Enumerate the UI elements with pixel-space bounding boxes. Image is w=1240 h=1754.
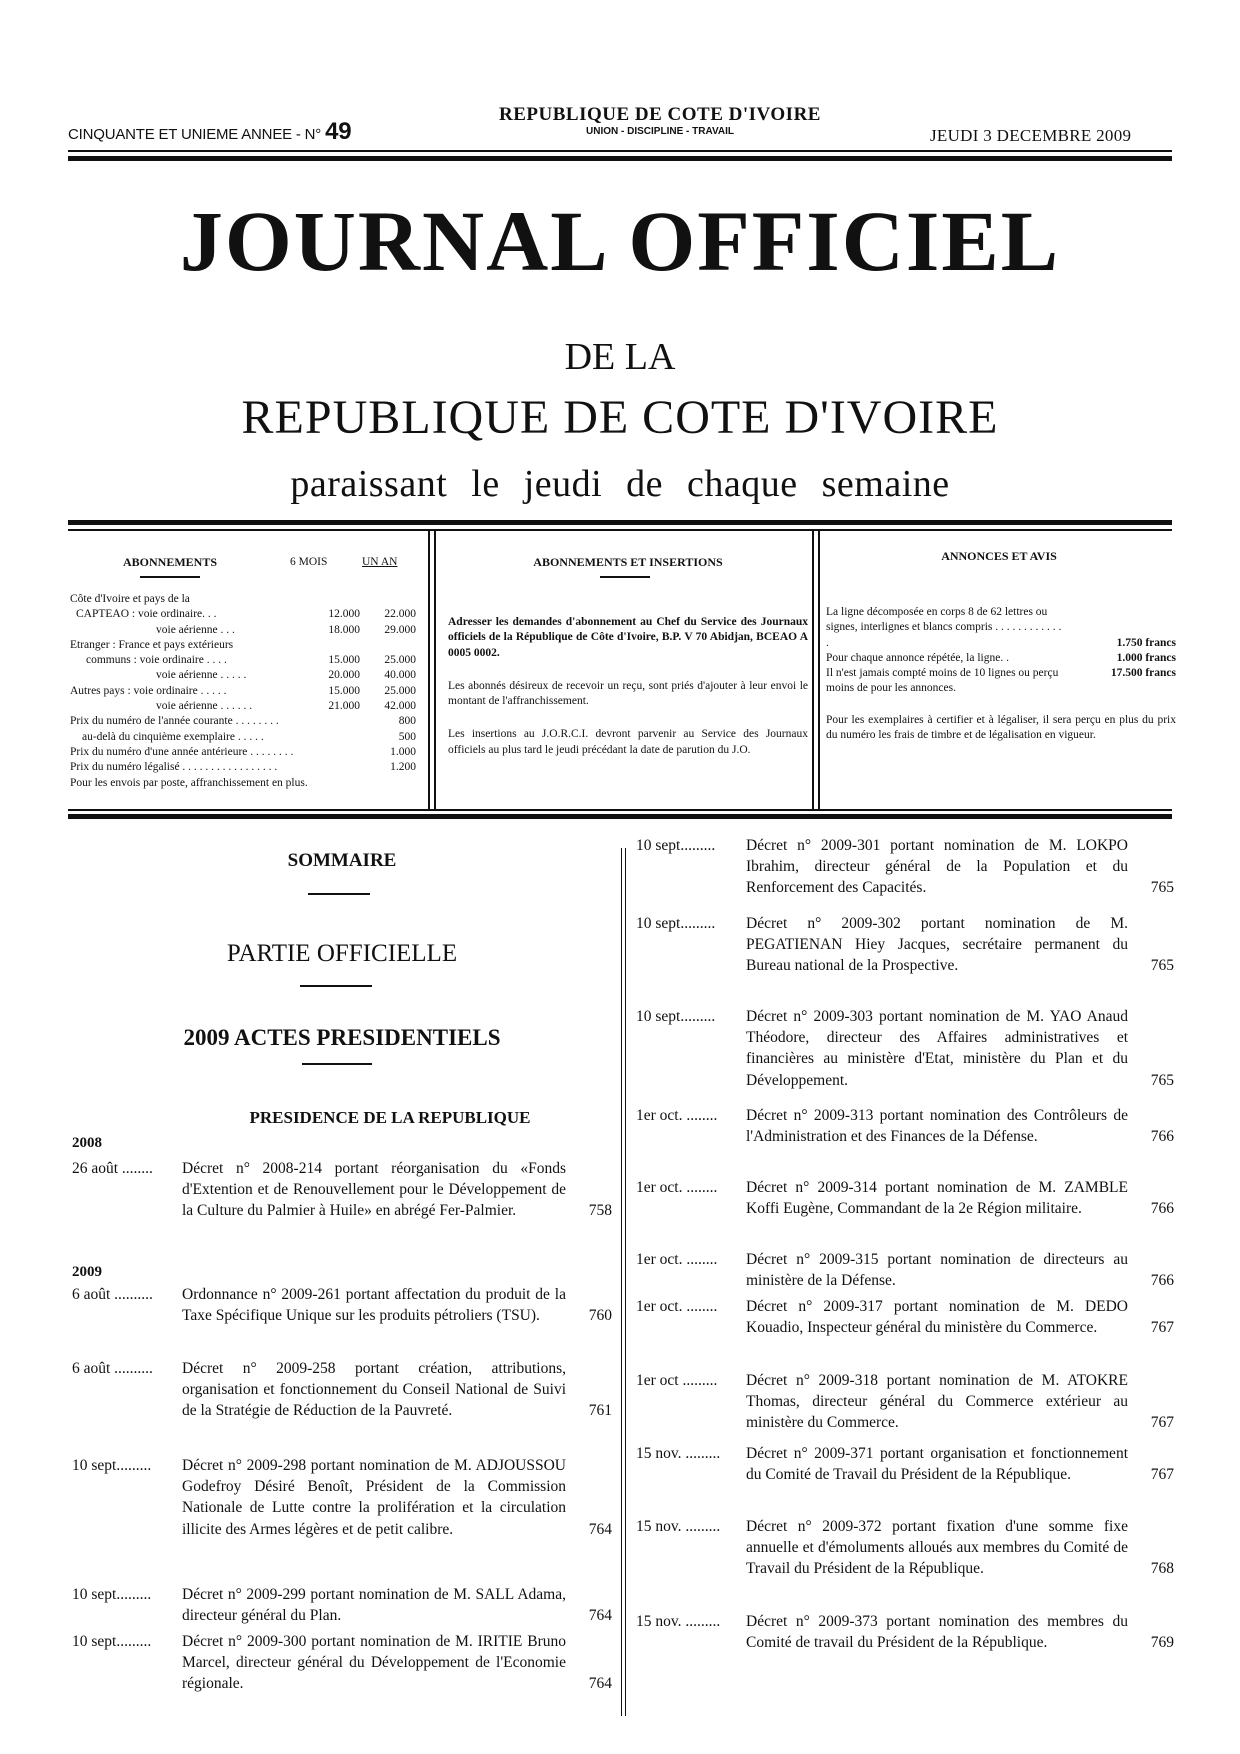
tariff-row <box>70 668 416 683</box>
tariff-footer: Pour les envois par poste, affranchissement en plus. <box>70 776 308 789</box>
sommaire-entry[interactable] <box>636 1006 1174 1091</box>
annonces-heading: ANNONCES ET AVIS <box>941 549 1057 563</box>
entry-title: Décret n° 2009-318 portant nomination de M. ATOKRE Thomas, directeur général du Commerce extérieur au ministère du Commerce. <box>746 1372 1128 1432</box>
entry-page: 767 <box>1150 1319 1174 1337</box>
tariff-row <box>70 745 416 760</box>
tariff-label: voie aérienne . . . . . <box>156 669 247 682</box>
sommaire-entry[interactable] <box>636 913 1174 977</box>
annonce-repeat-rate <box>826 651 1176 666</box>
republic-title: REPUBLIQUE DE COTE D'IVOIRE <box>241 391 999 444</box>
republic-header <box>480 104 840 137</box>
tariff-one-year: 800 <box>398 715 416 728</box>
tariff-one-year: 500 <box>398 730 416 743</box>
sommaire-entry[interactable] <box>72 1358 612 1422</box>
entry-page: 764 <box>588 1675 612 1693</box>
insertions-deadline: Les insertions au J.O.R.C.I. devront parvenir au Service des Journaux officiels au plus tard le jeudi précédant la date de parution du J.O. <box>448 728 808 756</box>
annonce-minimum <box>826 666 1176 697</box>
tariff-label: Prix du numéro d'une année antérieure . . . . . . . . <box>70 745 294 758</box>
entry-date: 6 août .......... <box>72 1360 153 1377</box>
tariff-rows <box>70 607 416 775</box>
tariff-six-months <box>304 745 360 760</box>
insertions-heading: ABONNEMENTS ET INSERTIONS <box>533 555 723 569</box>
republic-motto: UNION - DISCIPLINE - TRAVAIL <box>586 126 734 137</box>
tariff-six-months: 20.000 <box>328 669 360 682</box>
sommaire-entry[interactable] <box>636 1296 1174 1338</box>
tariff-six-months <box>304 638 360 653</box>
tariff-one-year: 29.000 <box>384 623 416 636</box>
one-year-header: UN AN <box>362 556 398 568</box>
partie-officielle: PARTIE OFFICIELLE <box>226 940 458 967</box>
tariff-one-year <box>360 638 416 653</box>
entry-title: Décret n° 2009-372 portant fixation d'une somme fixe annuelle et d'émoluments alloués aux membres du Comité de Travail du Président de la République. <box>746 1518 1128 1578</box>
tariff-label: communs : voie ordinaire . . . . <box>86 654 227 667</box>
entry-date: 15 nov. ......... <box>636 1445 721 1462</box>
insertions-text <box>448 615 808 758</box>
actes-underline <box>302 1063 372 1065</box>
tariff-label: voie aérienne . . . <box>156 623 235 636</box>
tariff-one-year: 25.000 <box>384 684 416 697</box>
entry-date: 15 nov. ......... <box>636 1518 721 1535</box>
masthead-rule <box>68 529 1172 531</box>
entry-title: Décret n° 2009-298 portant nomination de M. ADJOUSSOU Godefroy Désiré Benoît, Président de la Commission Nationale de Lutte contre la prolifération et la circulation illicite des Armes légères et de petit calibre. <box>182 1457 566 1538</box>
sommaire-entry[interactable] <box>72 1584 612 1626</box>
tariff-label: Prix du numéro de l'année courante . . . . . . . . <box>70 715 279 728</box>
entry-title: Décret n° 2009-300 portant nomination de M. IRITIE Bruno Marcel, directeur général du Développement de l'Economie régionale. <box>182 1633 566 1693</box>
tariff-one-year: 1.200 <box>390 761 416 774</box>
entry-page: 767 <box>1150 1414 1174 1432</box>
sommaire-entry[interactable] <box>72 1158 612 1222</box>
box-divider-2b <box>818 531 820 809</box>
tariff-six-months <box>304 730 360 745</box>
entry-title: Décret n° 2009-315 portant nomination de directeurs au ministère de la Défense. <box>746 1251 1128 1290</box>
entry-title: Décret n° 2009-302 portant nomination de M. PEGATIENAN Hiey Jacques, secrétaire permanent du Bureau national de la Prospective. <box>746 915 1128 975</box>
entry-date: 26 août ........ <box>72 1160 153 1177</box>
entry-date: 1er oct. ........ <box>636 1298 718 1315</box>
box-bottom-rule <box>68 809 1172 811</box>
sommaire-entry[interactable] <box>636 1370 1174 1434</box>
masthead-rule-thick <box>68 520 1172 525</box>
tariff-label: au-delà du cinquième exemplaire . . . . . <box>82 730 264 743</box>
annonce-repeat-desc: Pour chaque annonce répétée, la ligne. . <box>826 651 1009 664</box>
tariff-row <box>70 730 416 745</box>
entry-page: 769 <box>1150 1634 1174 1652</box>
entry-title: Décret n° 2009-371 portant organisation et fonctionnement du Comité de Travail du Président de la République. <box>746 1445 1128 1484</box>
entry-title: Ordonnance n° 2009-261 portant affectation du produit de la Taxe Spécifique Unique sur les produits pétroliers (TSU). <box>182 1286 566 1325</box>
tariff-table <box>70 592 416 791</box>
entry-date: 6 août .......... <box>72 1286 153 1303</box>
entry-page: 767 <box>1150 1466 1174 1484</box>
box-bottom-rule-thick <box>68 814 1172 819</box>
tariff-one-year: 42.000 <box>384 700 416 713</box>
tariff-six-months: 15.000 <box>328 654 360 667</box>
tariff-six-months <box>304 714 360 729</box>
column-divider-b <box>625 848 626 1716</box>
entry-date: 1er oct. ........ <box>636 1107 718 1124</box>
sommaire-entry[interactable] <box>636 1611 1174 1653</box>
tariff-row <box>70 699 416 714</box>
annonce-line-price: 1.750 francs <box>1116 636 1176 649</box>
annonce-line-desc: La ligne décomposée en corps 8 de 62 lettres ou signes, interlignes et blancs compris . . . . . . . . . . . . . <box>826 606 1062 649</box>
header-rule <box>68 150 1172 152</box>
sommaire-entry[interactable] <box>636 1177 1174 1219</box>
tariff-one-year: 1.000 <box>390 745 416 758</box>
entry-date: 10 sept......... <box>72 1457 152 1474</box>
entry-date: 10 sept......... <box>636 837 716 854</box>
header-rule-thick <box>68 156 1172 161</box>
sommaire-entry[interactable] <box>636 1249 1174 1291</box>
partie-underline <box>300 985 372 987</box>
column-divider <box>621 848 622 1716</box>
journal-title: JOURNAL OFFICIEL <box>179 193 1061 289</box>
insertions-underline <box>600 576 650 578</box>
tariff-row <box>70 684 416 699</box>
entry-date: 1er oct. ........ <box>636 1251 718 1268</box>
sommaire-heading: SOMMAIRE <box>287 850 397 871</box>
annonce-repeat-price: 1.000 francs <box>1116 651 1176 664</box>
tariff-label: CAPTEAO : voie ordinaire. . . <box>76 608 217 621</box>
year-label: CINQUANTE ET UNIEME ANNEE - N° <box>68 126 322 143</box>
entry-page: 765 <box>1150 879 1174 897</box>
entry-title: Décret n° 2009-299 portant nomination de M. SALL Adama, directeur général du Plan. <box>182 1586 566 1625</box>
entry-date: 10 sept......... <box>72 1633 152 1650</box>
entry-title: Décret n° 2009-258 portant création, attributions, organisation et fonctionnement du Conseil National de Suivi de la Stratégie de Réduction de la Pauvreté. <box>182 1360 566 1420</box>
sommaire-entry[interactable] <box>636 1105 1174 1147</box>
entry-page: 766 <box>1150 1128 1174 1146</box>
tariff-label: Autres pays : voie ordinaire . . . . . <box>70 684 227 697</box>
tariff-one-year: 25.000 <box>384 654 416 667</box>
entry-title: Décret n° 2008-214 portant réorganisation du «Fonds d'Extention et de Renouvellement pour le Développement de la Culture du Palmier à Huile» en abrégé Fer-Palmier. <box>182 1160 566 1220</box>
tariff-six-months: 15.000 <box>328 684 360 697</box>
entry-page: 764 <box>588 1607 612 1625</box>
issue-date: JEUDI 3 DECEMBRE 2009 <box>930 126 1132 145</box>
sommaire-underline <box>308 893 370 895</box>
entry-date: 1er oct. ........ <box>636 1179 718 1196</box>
tariff-one-year: 40.000 <box>384 669 416 682</box>
entry-page: 765 <box>1150 957 1174 975</box>
entry-page: 765 <box>1150 1071 1174 1089</box>
sommaire-entry[interactable] <box>636 1443 1174 1485</box>
entry-date: 1er oct ......... <box>636 1372 718 1389</box>
tariff-row <box>70 653 416 668</box>
tariff-label: voie aérienne . . . . . . <box>156 700 253 713</box>
issue-number: 49 <box>325 118 352 145</box>
entry-title: Décret n° 2009-303 portant nomination de M. YAO Anaud Théodore, directeur des Affaires administratives et financières au ministère d'Etat, ministère du Plan et du Développement. <box>746 1008 1128 1089</box>
box-divider-1b <box>434 531 436 809</box>
abonnements-underline <box>140 576 200 578</box>
tariff-intro: Côte d'Ivoire et pays de la <box>70 593 190 605</box>
entry-page: 764 <box>588 1520 612 1538</box>
sommaire-entry[interactable] <box>72 1284 612 1326</box>
entry-title: Décret n° 2009-314 portant nomination de M. ZAMBLE Koffi Eugène, Commandant de la 2e Région militaire. <box>746 1179 1128 1218</box>
annonce-minimum-desc: Il n'est jamais compté moins de 10 lignes ou perçu moins de pour les annonces. <box>826 667 1059 695</box>
entry-title: Décret n° 2009-301 portant nomination de M. LOKPO Ibrahim, directeur général de la Population et du Renforcement des Capacités. <box>746 837 1128 897</box>
box-divider-1 <box>428 531 430 809</box>
entry-title: Décret n° 2009-313 portant nomination des Contrôleurs de l'Administration et des Finances de la Défense. <box>746 1107 1128 1146</box>
sommaire-entry[interactable] <box>636 835 1174 899</box>
year-2009: 2009 <box>72 1264 102 1280</box>
tariff-one-year: 22.000 <box>384 608 416 621</box>
entry-title: Décret n° 2009-373 portant nomination des membres du Comité de travail du Président de la République. <box>746 1613 1128 1652</box>
annonce-line-rate <box>826 605 1176 651</box>
sommaire-entry[interactable] <box>636 1516 1174 1580</box>
box-divider-2 <box>812 531 814 809</box>
actes-heading: 2009 ACTES PRESIDENTIELS <box>183 1025 501 1050</box>
entry-page: 761 <box>588 1402 612 1420</box>
tariff-six-months <box>304 760 360 775</box>
entry-page: 768 <box>1150 1560 1174 1578</box>
entry-page: 758 <box>588 1202 612 1220</box>
entry-date: 10 sept......... <box>636 1008 716 1025</box>
tariff-row <box>70 638 416 653</box>
tariff-label: Etranger : France et pays extérieurs <box>70 638 234 651</box>
entry-date: 15 nov. ......... <box>636 1613 721 1630</box>
de-la: DE LA <box>564 336 676 378</box>
insertions-address: Adresser les demandes d'abonnement au Chef du Service des Journaux officiels de la République de Côte d'Ivoire, B.P. V 70 Abidjan, BCEAO A 0005 0002. <box>448 616 808 659</box>
six-months-header: 6 MOIS <box>290 556 328 568</box>
tariff-label: Prix du numéro légalisé . . . . . . . . . . . . . . . . . <box>70 761 278 774</box>
tariff-six-months: 12.000 <box>328 608 360 621</box>
annonce-legalisation-note: Pour les exemplaires à certifier et à légaliser, il sera perçu en plus du prix du numéro les frais de timbre et de légalisation en vigueur. <box>826 713 1176 742</box>
republic-name: REPUBLIQUE DE COTE D'IVOIRE <box>499 104 821 125</box>
entry-date: 10 sept......... <box>72 1586 152 1603</box>
entry-page: 766 <box>1150 1200 1174 1218</box>
sommaire-entry[interactable] <box>72 1455 612 1540</box>
tariff-six-months: 21.000 <box>328 700 360 713</box>
presidence-heading: PRESIDENCE DE LA REPUBLIQUE <box>249 1108 531 1127</box>
annonces-text <box>826 605 1176 743</box>
tariff-six-months: 18.000 <box>328 623 360 636</box>
year-2008: 2008 <box>72 1135 102 1151</box>
publication-frequency: paraissant le jeudi de chaque semaine <box>290 463 950 505</box>
entry-date: 10 sept......... <box>636 915 716 932</box>
entry-page: 766 <box>1150 1272 1174 1290</box>
abonnements-heading: ABONNEMENTS <box>122 555 217 569</box>
tariff-row <box>70 607 416 622</box>
insertions-receipt: Les abonnés désireux de recevoir un reçu, sont priés d'ajouter à leur envoi le montant de l'affranchissement. <box>448 679 808 708</box>
tariff-row <box>70 623 416 638</box>
issue-label <box>68 118 351 146</box>
entry-title: Décret n° 2009-317 portant nomination de M. DEDO Kouadio, Inspecteur général du ministère du Commerce. <box>746 1298 1128 1337</box>
tariff-row <box>70 760 416 775</box>
tariff-row <box>70 714 416 729</box>
sommaire-entry[interactable] <box>72 1631 612 1695</box>
entry-page: 760 <box>588 1307 612 1325</box>
annonce-minimum-price: 17.500 francs <box>1110 667 1176 680</box>
